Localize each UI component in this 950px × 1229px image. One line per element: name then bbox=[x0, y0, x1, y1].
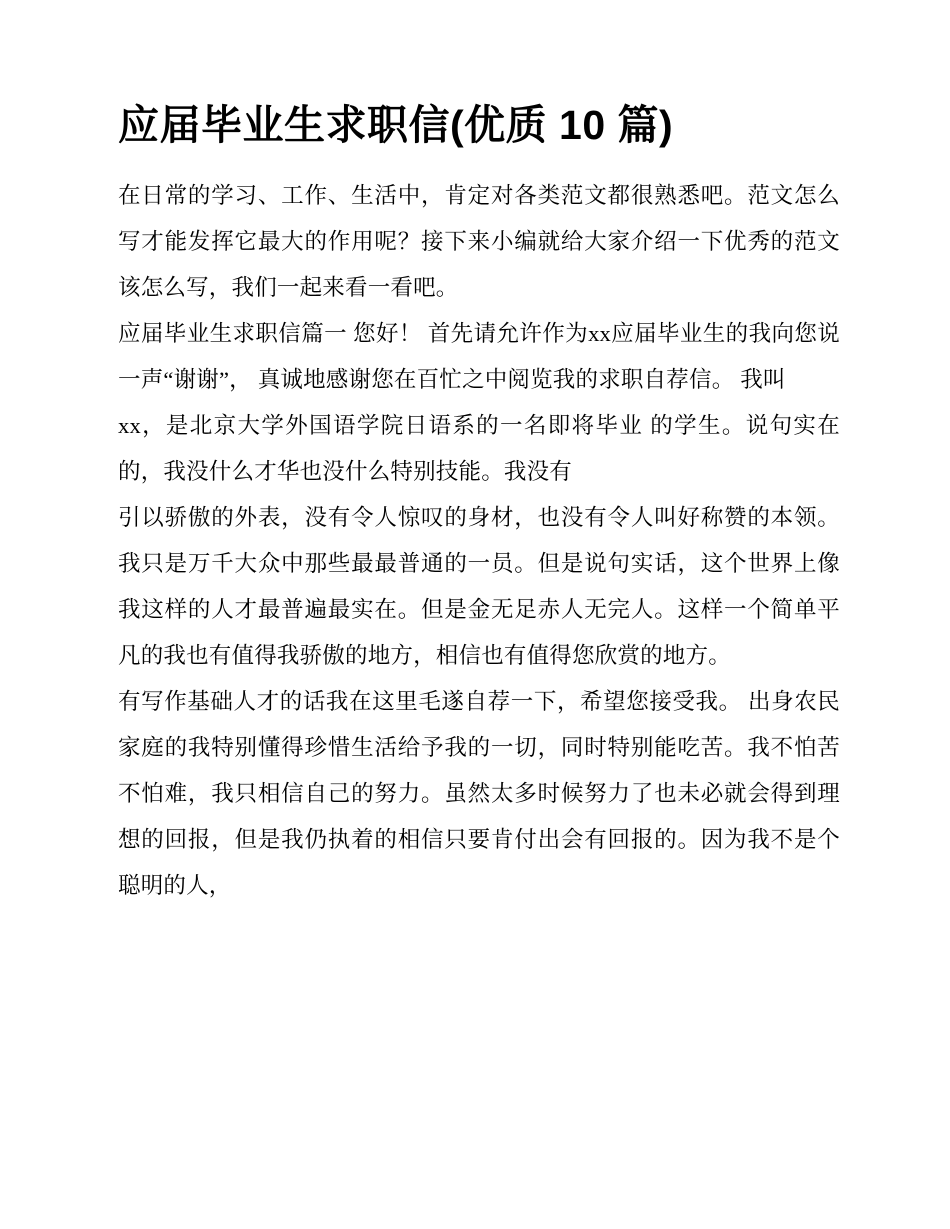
paragraph-5: 有写作基础人才的话我在这里毛遂自荐一下，希望您接受我。 出身农民家庭的我特别懂得珍惜生活给予我的一切，同时特别能吃苦。我不怕苦不怕难，我只相信自己的努力。虽然太多时候努力了也未必就会得到理想的回报，但是我仍执着的相信只要肯付出会有回报的。因为我不是个聪明的人， bbox=[118, 689, 840, 899]
paragraph-1: 在日常的学习、工作、生活中，肯定对各类范文都很熟悉吧。范文怎么写才能发挥它最大的作用呢？接下来小编就给大家介绍一下优秀的范文该怎么写，我们一起来看一看吧。 bbox=[118, 183, 840, 301]
paragraph-2: 应届毕业生求职信篇一 您好！ 首先请允许作为xx应届毕业生的我向您说一声“谢谢”， 真诚地感谢您在百忙之中阅览我的求职自荐信。 我叫 bbox=[118, 321, 840, 393]
page-title: 应届毕业生求职信(优质 10 篇) bbox=[118, 102, 674, 148]
paragraph-4: 引以骄傲的外表，没有令人惊叹的身材，也没有令人叫好称赞的本领。我只是万千大众中那些最最普通的一员。但是说句实话，这个世界上像我这样的人才最普遍最实在。但是金无足赤人无完人。这样一个简单平凡的我也有值得我骄傲的地方，相信也有值得您欣赏的地方。 bbox=[118, 505, 840, 669]
paragraph-3: xx，是北京大学外国语学院日语系的一名即将毕业 的学生。说句实在的，我没什么才华也没什么特别技能。我没有 bbox=[118, 413, 840, 485]
